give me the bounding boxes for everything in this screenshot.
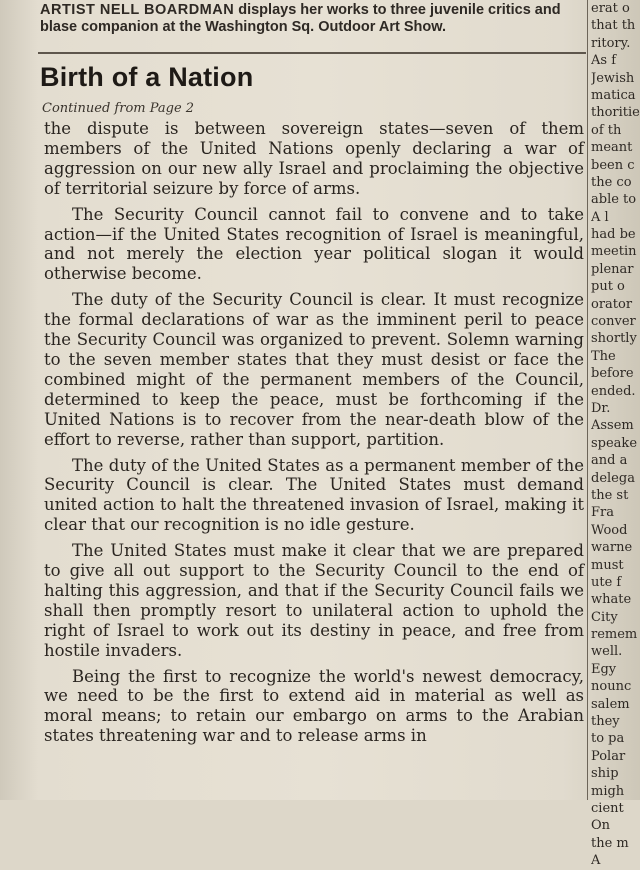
side-column-line: Assem (591, 418, 634, 434)
side-column-line: the m (591, 835, 629, 851)
side-column-line: put o (591, 279, 625, 295)
article-paragraph: The duty of the Security Council is clear. It must recognize the formal declarations of war as the imminent peril to peace the Security Council was organized to prevent. Solemn warning to the seven member states that they must desist or face the combined might of the permanent members of the Council, determined to keep the peace, must be forthcoming if the United Nations is to recover from the near-death blow of the effort to reverse, rather than support, partition. (44, 290, 584, 449)
side-column-line: shortly (591, 331, 637, 347)
article-body (44, 119, 584, 752)
side-column-line: speake (591, 435, 638, 451)
side-column-line: cient (591, 800, 624, 816)
side-column-line: A (591, 853, 601, 869)
article-paragraph: Being the first to recognize the world's newest democracy, we need to be the first to extend aid in material as well as moral means; to retain our embargo on arms to the Arabian states threatening war and to release arms in (44, 666, 584, 746)
side-column-line: On (591, 818, 611, 834)
side-column-line: orator (591, 296, 633, 312)
side-column-line: meetin (591, 244, 637, 260)
side-column-line: to pa (591, 731, 625, 747)
side-column-line: erat o (591, 1, 630, 16)
article-paragraph: The Security Council cannot fail to convene and to take action—if the United States recognition of Israel is meaningful, and not merely the election year political slogan it would otherwise become. (44, 204, 584, 284)
photo-caption (40, 2, 585, 36)
continued-from-note: Continued from Page 2 (42, 101, 195, 116)
side-column-line: ute f (591, 574, 622, 590)
side-column-line: nounc (591, 679, 632, 695)
side-column-line: that th (591, 18, 636, 34)
side-column-line: plenar (591, 261, 634, 277)
side-column-line: migh (591, 783, 625, 799)
side-column-line: Polar (591, 748, 626, 764)
side-column-line: been c (591, 157, 635, 173)
article-paragraph: The duty of the United States as a permanent member of the Security Council is clear. The United States must demand united action to halt the threatened invasion of Israel, making it clear that our recognition is no idle gesture. (44, 455, 584, 535)
side-column-line: the st (591, 487, 629, 503)
caption-artist-name: ARTIST NELL BOARDMAN (40, 2, 235, 18)
side-column-line: ended. (591, 383, 636, 399)
article-headline: Birth of a Nation (40, 62, 254, 92)
side-column-line: of th (591, 122, 622, 138)
side-column-line: ship (591, 766, 619, 782)
side-column-line: salem (591, 696, 630, 712)
side-column-line: Egy (591, 661, 617, 677)
side-column-line: delega (591, 470, 635, 486)
side-column-line: A l (591, 209, 609, 225)
side-column-line: whate (591, 592, 632, 608)
side-column-line: City (591, 609, 618, 625)
side-column-line: Wood (591, 522, 628, 538)
side-column-line: Dr. (591, 400, 611, 416)
side-column-line: the co (591, 174, 632, 190)
side-column-line: meant (591, 140, 633, 156)
side-column-line: As f (591, 53, 617, 69)
side-column-line: before (591, 366, 634, 382)
side-column-line: had be (591, 227, 636, 243)
side-column-line: thoritie (591, 105, 640, 121)
side-column-line: they (591, 714, 620, 730)
side-column-line: ritory. (591, 35, 631, 51)
adjacent-column-fragment (591, 0, 640, 870)
column-divider (587, 0, 588, 800)
caption-text: displays her works to three juvenile critics and blase companion at the Washington Sq. Outdoor Art Show. (40, 2, 561, 35)
article-paragraph: the dispute is between sovereign states—seven of them members of the United Nations openly declaring a war of aggression on our new ally Israel and proclaiming the objective of territorial seizure by force of arms. (44, 119, 584, 198)
side-column-line: conver (591, 314, 636, 330)
side-column-line: and a (591, 453, 628, 469)
side-column-line: Fra (591, 505, 614, 521)
side-column-line: must (591, 557, 624, 573)
side-column-line: able to (591, 192, 637, 208)
article-paragraph: The United States must make it clear that we are prepared to give all out support to the Security Council to the end of halting this aggression, and that if the Security Council fails we shall then promptly resort to unilateral action to uphold the right of Israel to work out its destiny in peace, and free from hostile invaders. (44, 541, 584, 660)
side-column-line: remem (591, 627, 638, 643)
side-column-line: Jewish (591, 70, 635, 86)
side-column-line: well. (591, 644, 623, 660)
side-column-line: The (591, 348, 616, 364)
side-column-line: warne (591, 540, 633, 556)
caption-divider (38, 52, 586, 54)
side-column-line: matica (591, 87, 636, 103)
